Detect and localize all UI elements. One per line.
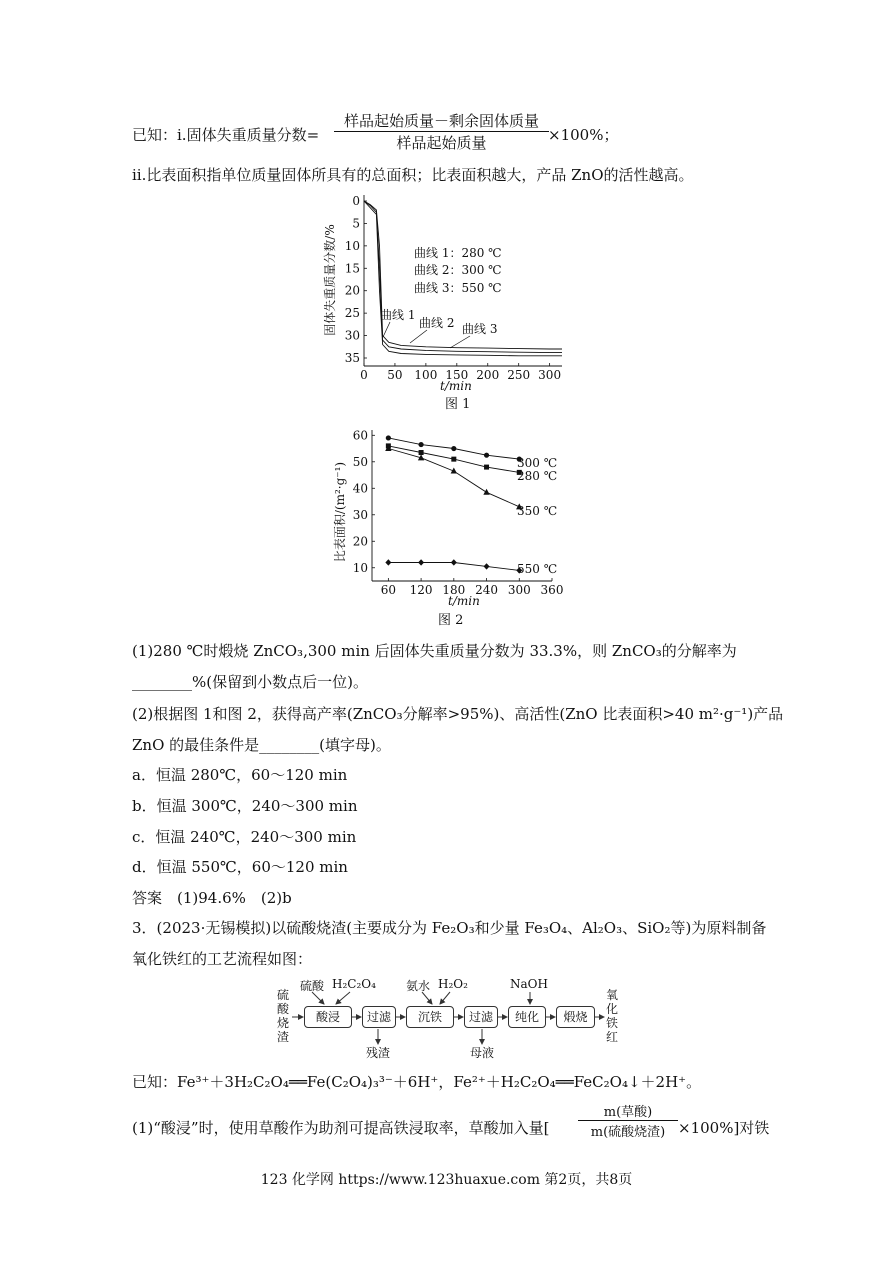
fig1-xtick-label: 300 — [538, 368, 562, 382]
fig2-caption: 图 2 — [438, 613, 464, 628]
flow-step-filter-2: 过滤 — [464, 1006, 498, 1028]
known-2: ⅱ.比表面积指单位质量固体所具有的总面积；比表面积越大，产品 ZnO的活性越高。 — [132, 166, 694, 184]
fig2-xtick-label: 60 — [380, 583, 397, 597]
fig2-ytick-label: 40 — [352, 481, 368, 496]
fig2-point-circle — [418, 442, 423, 447]
flow-input-naoh: NaOH — [510, 977, 548, 991]
fig2-ytick-label: 60 — [352, 428, 368, 443]
fig2-xlabel: t/min — [448, 594, 480, 608]
loss-fraction — [334, 110, 549, 153]
fig2-xtick-label: 300 — [507, 583, 531, 597]
fig2-xtick-label: 360 — [540, 583, 564, 597]
answer: 答案 (1)94.6% (2)b — [132, 889, 292, 907]
fig2-point-circle — [484, 453, 489, 458]
fig1-ytick-label: 35 — [344, 351, 360, 365]
option-a: a．恒温 280℃，60～120 min — [132, 766, 348, 784]
fig1-legend-2: 曲线 2：300 ℃ — [414, 263, 502, 277]
fig1-xtick-label: 200 — [476, 368, 500, 382]
flow-input-oxalic: H₂C₂O₄ — [332, 977, 376, 991]
q3-1-suffix: ×100%]对铁 — [678, 1119, 770, 1137]
process-flow — [270, 972, 630, 1064]
q2-line1: (2)根据图 1和图 2，获得高产率(ZnCO₃分解率>95%)、高活性(ZnO 比表面积>40 m²·g⁻¹)产品 — [132, 705, 784, 723]
fig2-xtick-label: 120 — [409, 583, 433, 597]
ratio-numerator: m(草酸) — [603, 1105, 653, 1120]
page-footer: 123 化学网 https://www.123huaxue.com 第2页，共8页 — [260, 1172, 633, 1188]
q3-1-prefix: (1)“酸浸”时，使用草酸作为助剂可提高铁浸取率，草酸加入量[ — [132, 1119, 550, 1137]
flow-input-ammonia: 氨水 — [406, 979, 431, 993]
fig2-point-diamond — [451, 559, 457, 565]
fig1-xtick-label: 150 — [445, 368, 469, 382]
fig2-point-diamond — [484, 563, 490, 569]
flow-output-residue: 残渣 — [366, 1046, 391, 1060]
fig2-label-300: 300 ℃ — [517, 456, 558, 470]
ratio-denominator: m(硫酸烧渣) — [578, 1120, 678, 1140]
known-1-prefix: 已知：ⅰ.固体失重质量分数= — [132, 126, 320, 144]
oxalic-ratio — [578, 1101, 678, 1140]
option-c: c．恒温 240℃，240～300 min — [132, 828, 357, 846]
flow-input-h2o2: H₂O₂ — [438, 977, 468, 991]
fig2-ytick-label: 20 — [352, 534, 368, 549]
fig2-series — [385, 435, 522, 573]
fig2-label-550: 550 ℃ — [517, 562, 558, 576]
q3-line2: 氧化铁红的工艺流程如图： — [132, 950, 313, 968]
option-b: b．恒温 300℃，240～300 min — [132, 797, 358, 815]
known-1-suffix: ×100%； — [548, 126, 619, 144]
fig2-label-350: 350 ℃ — [517, 504, 558, 518]
known-3: 已知：Fe³⁺＋3H₂C₂O₄══Fe(C₂O₄)₃³⁻＋6H⁺，Fe²⁺＋H₂C₂O₄══FeC₂O₄↓＋2H⁺。 — [132, 1073, 702, 1091]
fig1-ylabel: 固体失重质量分数/% — [323, 224, 337, 336]
fig2-xtick-label: 180 — [442, 583, 466, 597]
q1-line1: (1)280 ℃时煅烧 ZnCO₃,300 min 后固体失重质量分数为 33.3%，则 ZnCO₃的分解率为 — [132, 642, 737, 660]
flow-step-filter-1: 过滤 — [362, 1006, 396, 1028]
option-d: d．恒温 550℃，60～120 min — [132, 858, 348, 876]
fig1-curve-label-1: 曲线 1 — [380, 308, 416, 322]
fig1-xtick-label: 100 — [414, 368, 438, 382]
fig1-ytick-label: 5 — [352, 216, 360, 231]
fig2-point-circle — [386, 435, 391, 440]
fig2-ytick-label: 50 — [352, 454, 368, 469]
fig2-point-square — [419, 450, 424, 455]
flow-step-precipitate-iron: 沉铁 — [406, 1006, 454, 1028]
fig1-curve-label-3: 曲线 3 — [462, 322, 498, 336]
fig1-legend-3: 曲线 3：550 ℃ — [414, 281, 502, 295]
fig2-ytick-label: 30 — [352, 507, 368, 522]
fig1-ytick-label: 10 — [344, 238, 360, 253]
fig2-point-circle — [451, 446, 456, 451]
fig2-point-triangle — [483, 489, 489, 495]
flow-output-mother-liquor: 母液 — [470, 1046, 495, 1060]
fig2-point-square — [451, 457, 456, 462]
fig1-ytick-label: 25 — [344, 306, 360, 321]
fig1-ytick-label: 20 — [344, 283, 360, 298]
fig2-point-diamond — [385, 559, 391, 565]
fig2-point-square — [484, 465, 489, 470]
fraction-denominator: 样品起始质量 — [334, 131, 549, 153]
fraction-numerator: 样品起始质量－剩余固体质量 — [343, 112, 539, 130]
fig1-xtick-label: 50 — [387, 368, 403, 382]
fig1-ytick-label: 15 — [344, 261, 360, 276]
flow-step-calcine: 煅烧 — [556, 1006, 595, 1028]
fig2-label-280: 280 ℃ — [517, 469, 558, 483]
fig1-legend-1: 曲线 1：280 ℃ — [414, 246, 502, 260]
fig1-xtick-label: 0 — [360, 368, 368, 382]
fig2-xtick-label: 240 — [475, 583, 498, 597]
figure-1 — [322, 188, 582, 413]
fig1-ytick-label: 0 — [352, 194, 360, 208]
fig2-ytick-label: 10 — [352, 560, 368, 575]
flow-step-purify: 纯化 — [508, 1006, 546, 1028]
fig1-ytick-label: 30 — [344, 328, 360, 343]
fig2-ylabel: 比表面积/(m²·g⁻¹) — [333, 461, 347, 563]
flow-input-acid: 硫酸 — [300, 979, 325, 993]
flow-end: 氧化铁红 — [605, 988, 618, 1044]
fig1-curve-label-2: 曲线 2 — [419, 316, 455, 330]
fig2-point-diamond — [418, 559, 424, 565]
flow-step-acid-leach: 酸浸 — [304, 1006, 352, 1028]
fig1-xlabel: t/min — [440, 379, 472, 393]
fig1-caption: 图 1 — [445, 397, 471, 412]
figure-2 — [330, 428, 570, 638]
flow-start: 硫酸烧渣 — [276, 988, 289, 1044]
q3-line1: 3．(2023·无锡模拟)以硫酸烧渣(主要成分为 Fe₂O₃和少量 Fe₃O₄、Al₂O₃、SiO₂等)为原料制备 — [132, 919, 767, 937]
q2-line2: ZnO 的最佳条件是________(填字母)。 — [132, 736, 391, 754]
fig1-xtick-label: 250 — [507, 368, 531, 382]
q1-line2: ________%(保留到小数点后一位)。 — [132, 673, 368, 691]
